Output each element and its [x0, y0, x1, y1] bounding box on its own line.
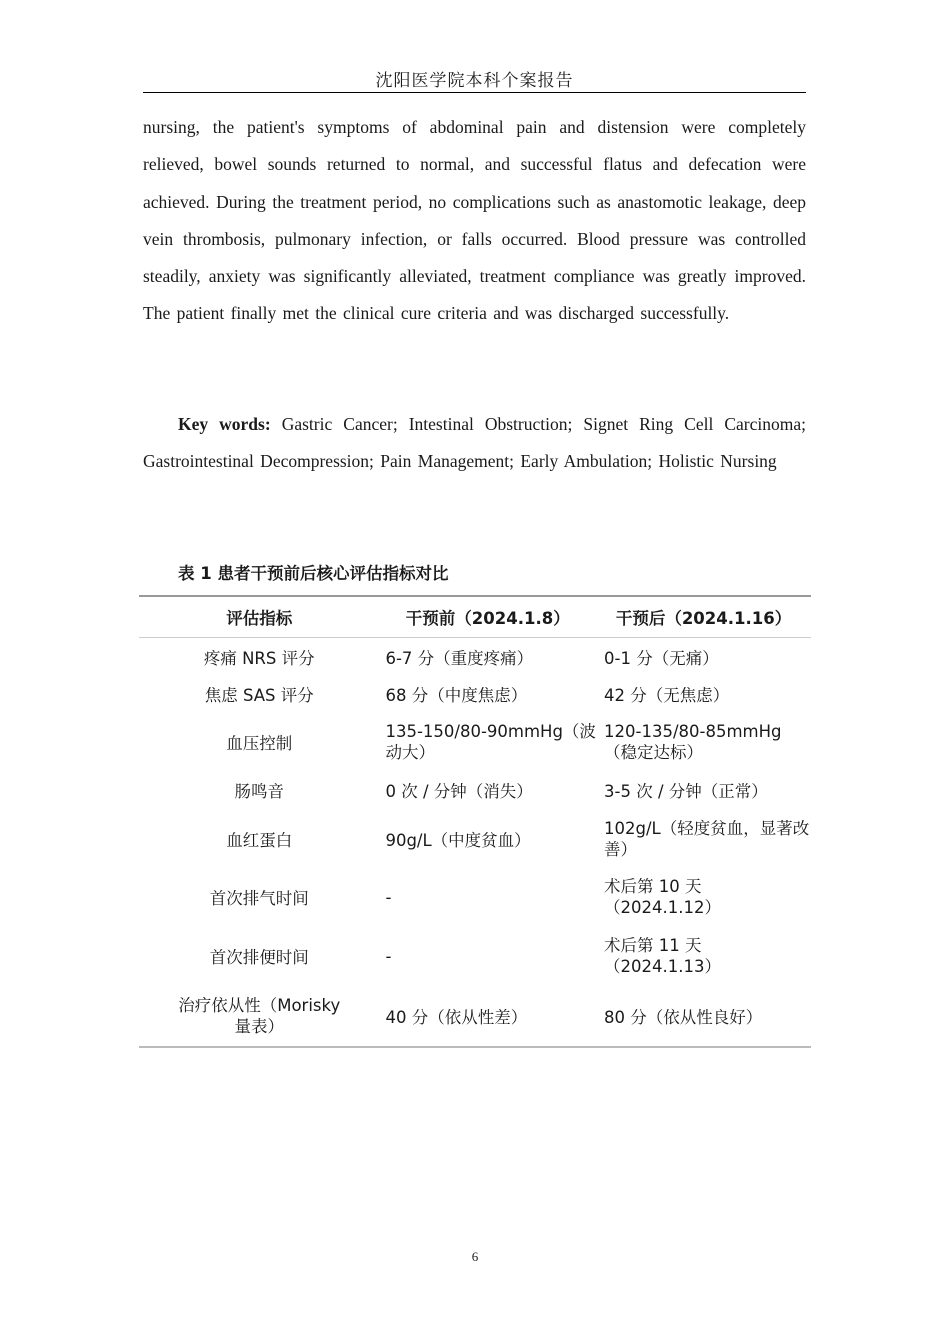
table-row — [139, 927, 811, 986]
cell-after: 0-1 分（无痛） — [604, 648, 719, 668]
table-row — [139, 810, 811, 868]
cell-indicator: 治疗依从性（Morisky 量表） — [139, 986, 379, 1047]
cell-indicator: 血红蛋白 — [226, 830, 293, 850]
cell-before: - — [385, 887, 392, 907]
table-row — [139, 676, 811, 713]
cell-indicator: 首次排便时间 — [209, 948, 309, 967]
table-row — [139, 638, 811, 676]
comparison-table — [139, 595, 811, 1048]
cell-before: 135-150/80-90mmHg（波动大） — [385, 721, 596, 762]
keywords-text: Gastric Cancer; Intestinal Obstruction; Signet Ring Cell Carcinoma; Gastrointestinal Decompression; Pain Management; Early Ambulation; Holistic Nursing — [143, 414, 807, 472]
table-row — [139, 771, 811, 810]
cell-after: 102g/L（轻度贫血，显著改善） — [604, 818, 810, 859]
table-header-row — [139, 596, 811, 638]
table-title: 表 1 患者干预前后核心评估指标对比 — [178, 564, 449, 583]
cell-before: 6-7 分（重度疼痛） — [385, 648, 534, 668]
keywords-label: Key words: — [178, 414, 271, 434]
page-number: 6 — [471, 1249, 479, 1264]
cell-after: 42 分（无焦虑） — [604, 686, 730, 705]
table-row — [139, 713, 811, 771]
cell-indicator: 首次排气时间 — [209, 889, 309, 908]
cell-after: 120-135/80-85mmHg（稳定达标） — [604, 721, 782, 762]
keywords-paragraph — [143, 406, 806, 481]
cell-indicator: 疼痛 NRS 评分 — [203, 648, 315, 668]
header-before: 干预前（2024.1.8） — [379, 596, 596, 638]
cell-after: 3-5 次 / 分钟（正常） — [604, 782, 768, 801]
header-indicator: 评估指标 — [139, 596, 379, 638]
cell-before: 68 分（中度焦虑） — [385, 686, 528, 705]
cell-after: 术后第 11 天（2024.1.13） — [604, 936, 722, 976]
cell-before: 90g/L（中度贫血） — [385, 830, 531, 850]
cell-indicator: 肠鸣音 — [234, 782, 284, 801]
cell-indicator: 血压控制 — [226, 733, 293, 753]
cell-before: - — [385, 946, 392, 966]
cell-indicator: 焦虑 SAS 评分 — [204, 686, 314, 705]
page-header: 沈阳医学院本科个案报告 — [143, 66, 806, 93]
cell-after: 80 分（依从性良好） — [596, 986, 811, 1047]
cell-before: 0 次 / 分钟（消失） — [385, 782, 533, 801]
header-after: 干预后（2024.1.16） — [596, 596, 811, 638]
table-row — [139, 868, 811, 927]
abstract-continuation: nursing, the patient's symptoms of abdominal pain and distension were completely relieved, bowel sounds returned to normal, and successful flatus and defecation were achieved. During the treatment period, no complications such as anastomotic leakage, deep vein thrombosis, pulmonary infection, or falls occurred. Blood pressure was controlled steadily, anxiety was significantly alleviated, treatment compliance was greatly improved. The patient finally met the clinical cure criteria and was discharged successfully. — [143, 117, 806, 324]
cell-after: 术后第 10 天（2024.1.12） — [604, 877, 722, 917]
table-row — [139, 986, 811, 1047]
cell-before: 40 分（依从性差） — [379, 986, 596, 1047]
